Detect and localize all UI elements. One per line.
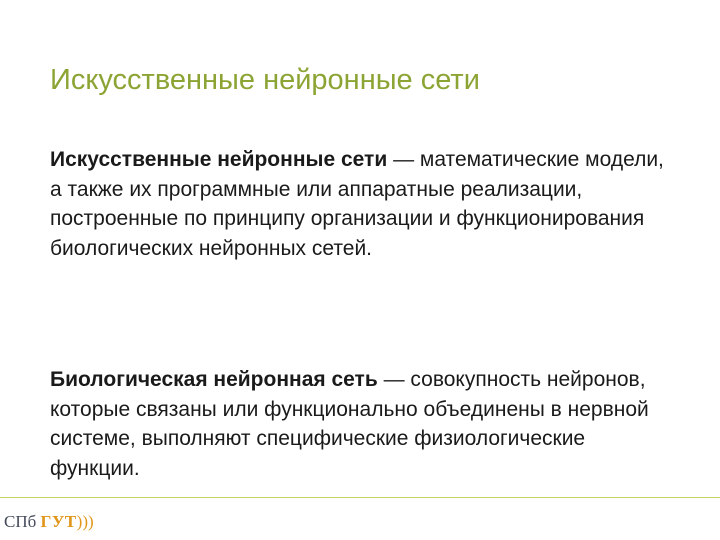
definition-paragraph-bnn: [50, 365, 670, 483]
definition-term: Биологическая нейронная сеть: [50, 368, 378, 391]
logo-text-gut: ГУТ: [40, 512, 77, 531]
slide-title: Искусственные нейронные сети: [50, 64, 480, 96]
definition-dash: —: [387, 148, 420, 171]
definition-text: совокупность нейронов, которые связаны или функционально объединены в нервной системе, выполняют специфические физиологические функции.: [50, 368, 649, 480]
logo-waves-icon: ))): [76, 512, 94, 531]
definition-text: математические модели, а также их программные или аппаратные реализации, построенные по принципу организации и функционирования биологических нейронных сетей.: [50, 148, 664, 260]
definition-paragraph-ann: [50, 145, 670, 263]
university-logo: [4, 512, 94, 532]
footer-divider: [0, 497, 720, 498]
definition-dash: —: [377, 368, 411, 391]
logo-text-spb: СПб: [4, 512, 37, 531]
definition-term: Искусственные нейронные сети: [50, 148, 388, 171]
